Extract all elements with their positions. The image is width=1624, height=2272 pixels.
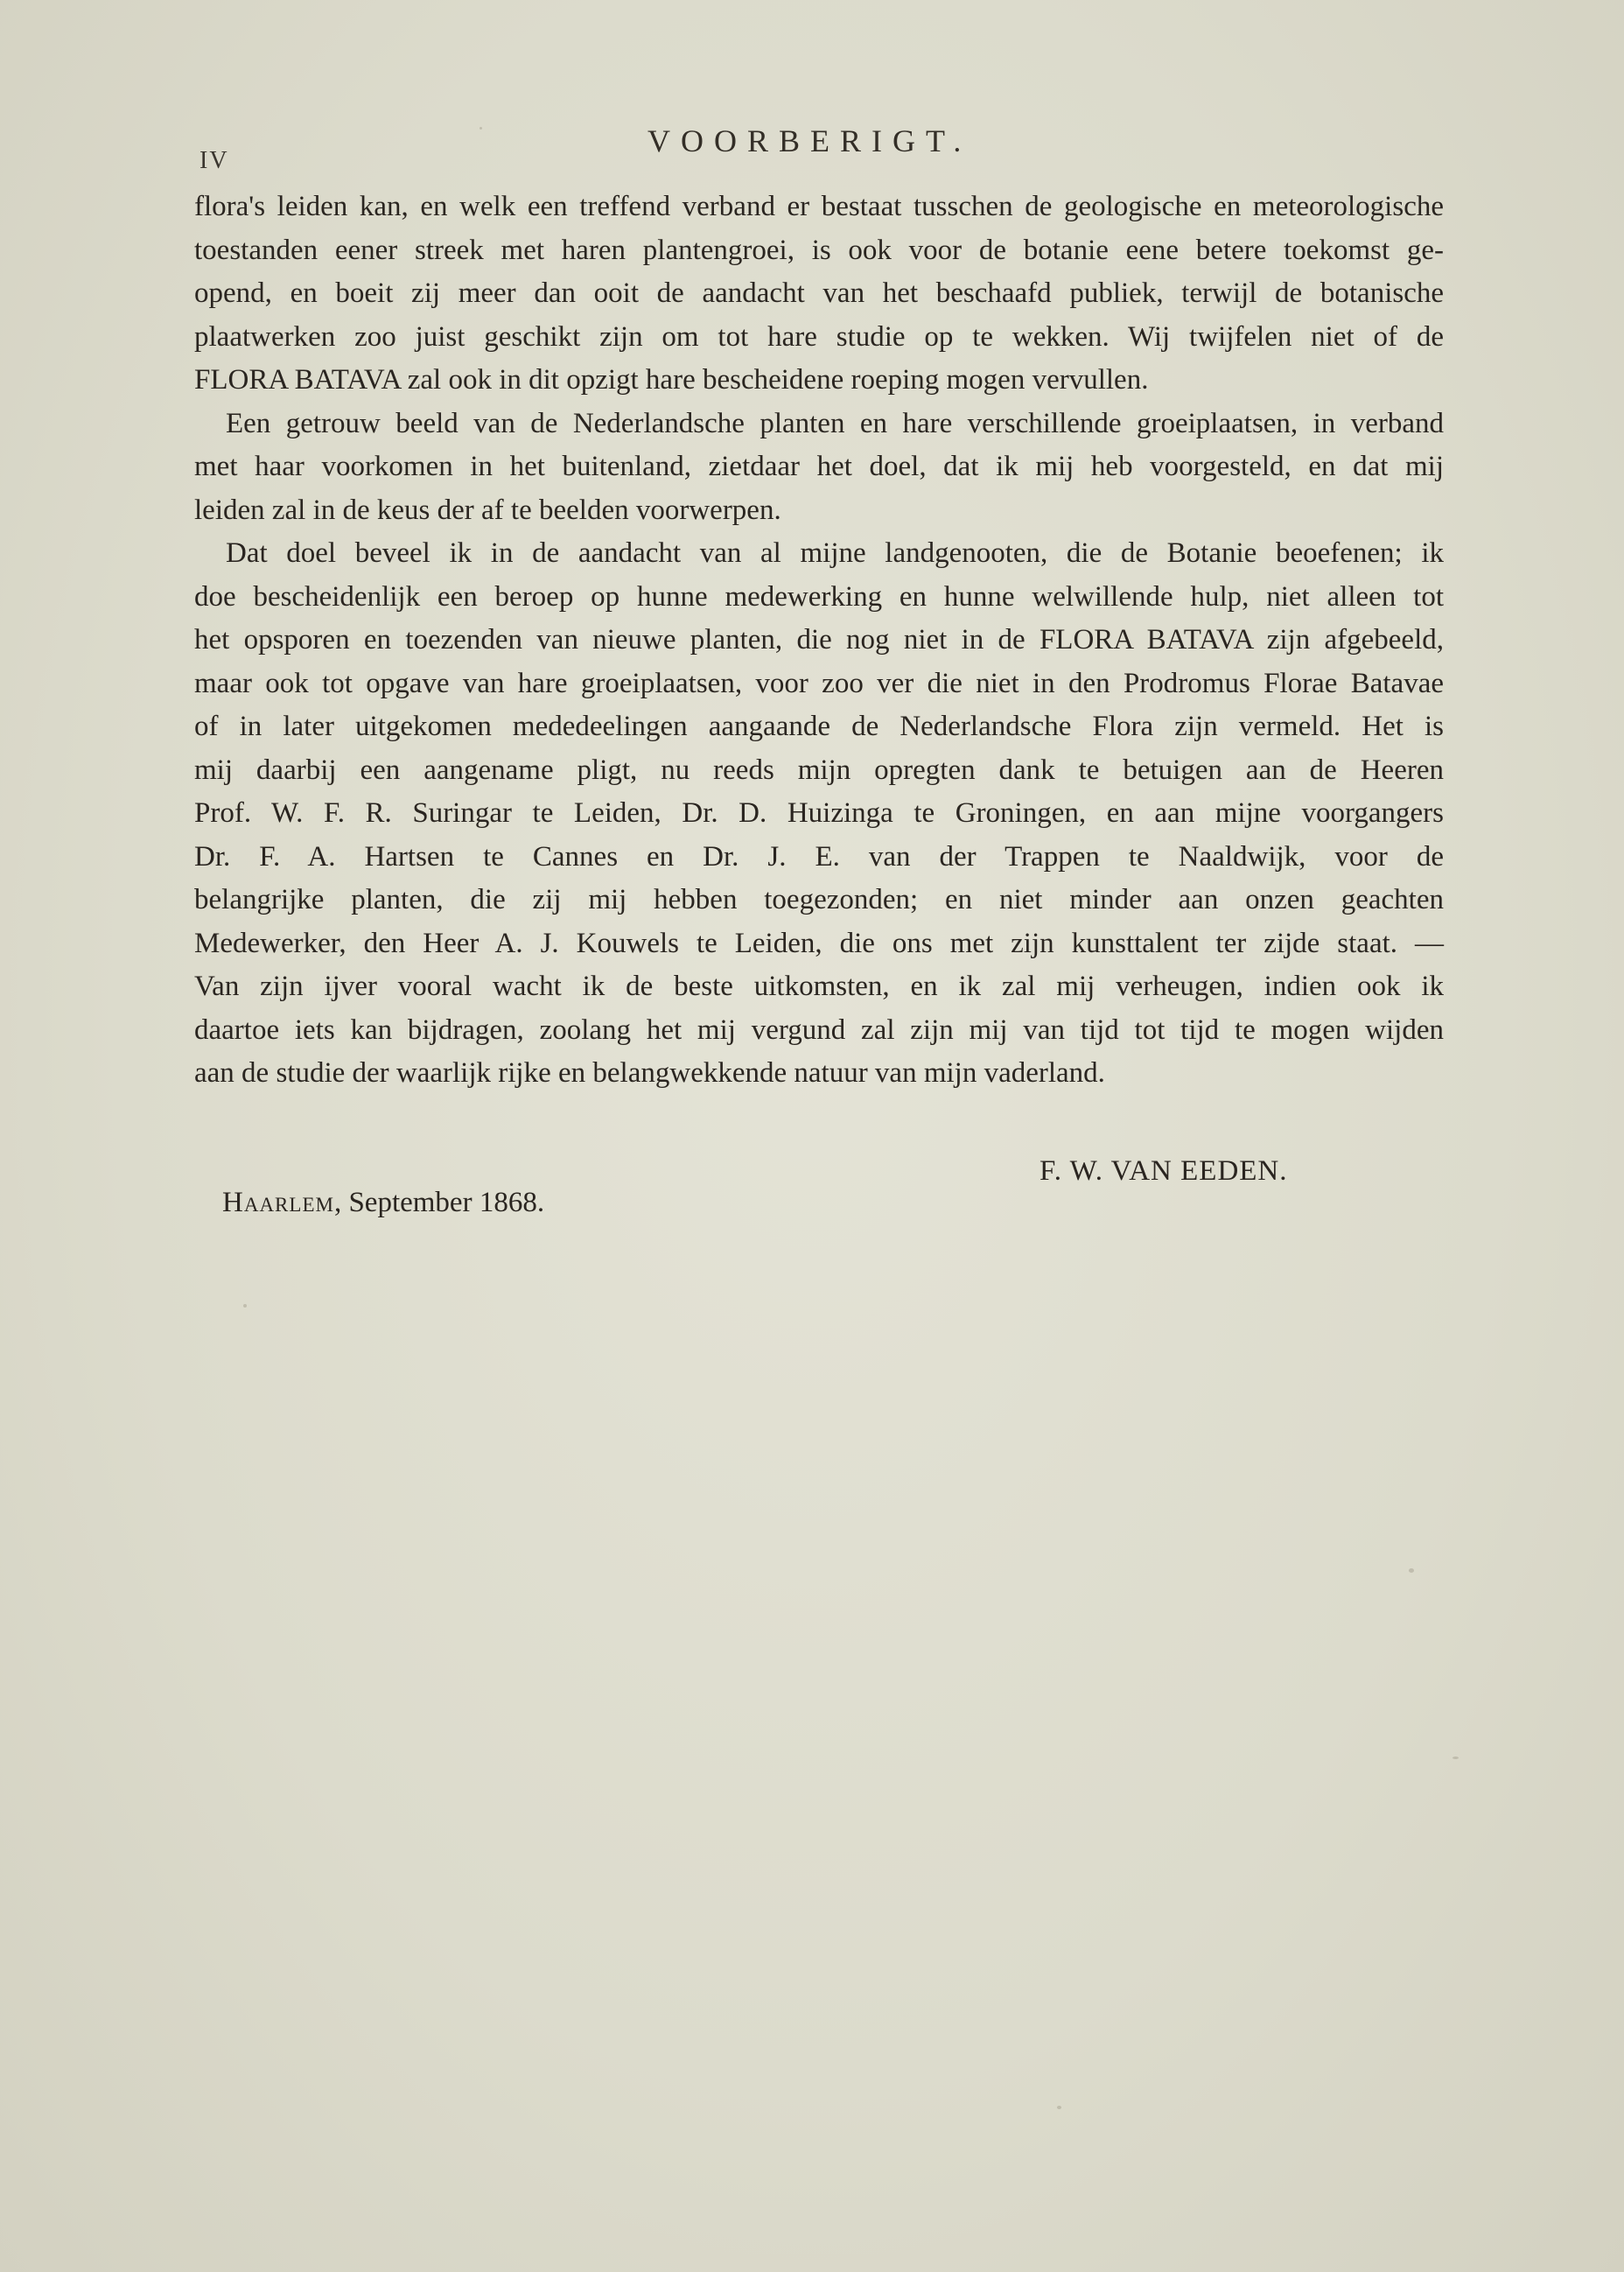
text-line: of in later uitgekomen mededeelingen aangaande de Nederlandsche Flora zijn vermeld. Het is: [194, 711, 1444, 742]
paper-speck: [1409, 1568, 1414, 1573]
text-line: Dat doel beveel ik in de aandacht van al mijne landgenooten, die de Botanie beoefenen; ik: [226, 537, 1444, 569]
paragraph-3: [194, 532, 1444, 576]
text-line: flora's leiden kan, en welk een treffend verband er bestaat tusschen de geologische en meteorologische: [194, 191, 1444, 222]
paper-speck: [1452, 1757, 1459, 1759]
text-line: Een getrouw beeld van de Nederlandsche planten en hare verschillende groeiplaatsen, in verband: [226, 407, 1444, 439]
paragraph-2-cont: [194, 445, 1444, 532]
text-line: opend, en boeit zij meer dan ooit de aandacht van het beschaafd publiek, terwijl de botanische: [194, 277, 1444, 309]
author-signature: F. W. VAN EEDEN.: [1040, 1155, 1288, 1187]
place-date: [222, 1187, 544, 1219]
text-line: Van zijn ijver vooral wacht ik de beste uitkomsten, en ik zal mij verheugen, indien ook ik: [194, 971, 1444, 1002]
paragraph-3-cont: [194, 576, 1444, 1096]
text-line: doe bescheidenlijk een beroep op hunne medewerking en hunne welwillende hulp, niet alleen tot: [194, 580, 1444, 613]
text-line: Medewerker, den Heer A. J. Kouwels te Leiden, die ons met zijn kunsttalent ter zijde staat. —: [194, 927, 1444, 959]
paper-speck: [480, 127, 482, 130]
text-line: FLORA BATAVA zal ook in dit opzigt hare bescheidene roeping mogen vervullen.: [194, 364, 1149, 396]
text-line: plaatwerken zoo juist geschikt zijn om tot hare studie op te wekken. Wij twijfelen niet of de: [194, 320, 1444, 353]
paragraph-1: [194, 186, 1444, 403]
text-line: leiden zal in de keus der af te beelden voorwerpen.: [194, 494, 781, 526]
text-line: toestanden eener streek met haren plantengroei, is ook voor de botanie eene betere toekomst ge-: [194, 234, 1444, 266]
paragraph-2: [194, 403, 1444, 446]
running-title: VOORBERIGT.: [648, 123, 972, 158]
paper-speck: [1057, 2106, 1061, 2109]
place: Haarlem: [222, 1187, 334, 1218]
text-line: belangrijke planten, die zij mij hebben toegezonden; en niet minder aan onzen geachten: [194, 884, 1444, 915]
text-line: maar ook tot opgave van hare groeiplaatsen, voor zoo ver die niet in den Prodromus Florae Batavae: [194, 667, 1444, 699]
paper-speck: [243, 1304, 247, 1308]
date: , September 1868.: [333, 1187, 545, 1218]
body-text: [194, 186, 1444, 1096]
text-line: Prof. W. F. R. Suringar te Leiden, Dr. D. Huizinga te Groningen, en aan mijne voorgangers: [194, 797, 1444, 829]
text-line: aan de studie der waarlijk rijke en belangwekkende natuur van mijn vaderland.: [194, 1057, 1105, 1089]
text-line: met haar voorkomen in het buitenland, zietdaar het doel, dat ik mij heb voorgesteld, en dat mij: [194, 451, 1444, 482]
text-line: het opsporen en toezenden van nieuwe planten, die nog niet in de FLORA BATAVA zijn afgebeeld,: [194, 624, 1444, 656]
page-number: IV: [200, 147, 229, 174]
text-line: mij daarbij een aangename pligt, nu reeds mijn opregten dank te betuigen aan de Heeren: [194, 754, 1444, 786]
text-line: daartoe iets kan bijdragen, zoolang het mij vergund zal zijn mij van tijd tot tijd te mogen wijden: [194, 1013, 1444, 1046]
text-line: Dr. F. A. Hartsen te Cannes en Dr. J. E. van der Trappen te Naaldwijk, voor de: [194, 840, 1444, 873]
